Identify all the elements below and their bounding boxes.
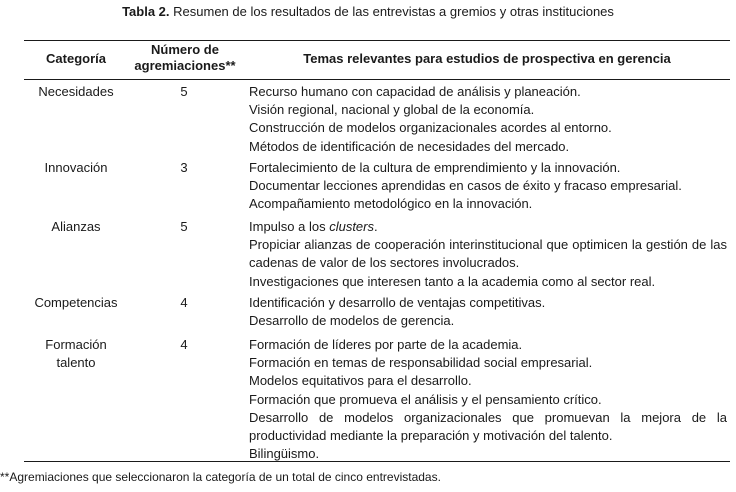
cell-categoria: Alianzas xyxy=(51,219,101,234)
cell-numero: 5 xyxy=(180,84,188,99)
cell-categoria: Formación talento xyxy=(45,337,107,371)
cell-temas xyxy=(249,159,727,214)
caption-text: Resumen de los resultados de las entrevistas a gremios y otras instituciones xyxy=(169,4,614,19)
table-header-rule xyxy=(24,79,730,80)
table-top-rule xyxy=(24,40,730,41)
tema-item: Construcción de modelos organizacionales acordes al entorno. xyxy=(249,120,612,136)
tema-item: Documentar lecciones aprendidas en casos de éxito y fracaso empresarial. xyxy=(249,178,682,194)
cell-temas xyxy=(249,294,727,330)
cell-categoria: Competencias xyxy=(34,295,118,310)
tema-suffix: . xyxy=(374,219,378,234)
cell-numero: 4 xyxy=(180,337,188,352)
tema-item: Modelos equitativos para el desarrollo. xyxy=(249,373,472,389)
tema-item: Métodos de identificación de necesidades del mercado. xyxy=(249,138,570,154)
tema-item: Recurso humano con capacidad de análisis y planeación. xyxy=(249,84,581,99)
tema-prefix: Impulso a los xyxy=(249,219,330,234)
tema-item: Fortalecimiento de la cultura de emprendimiento y la innovación. xyxy=(249,160,621,175)
cell-temas xyxy=(249,336,727,463)
table-footnote: **Agremiaciones que seleccionaron la categoría de un total de cinco entrevistadas. xyxy=(0,470,441,484)
cell-numero: 5 xyxy=(180,219,188,234)
tema-item: Propiciar alianzas de cooperación interinstitucional que optimicen la gestión de las cadenas de valor de los sectores involucrados. xyxy=(249,237,727,271)
table-bottom-rule xyxy=(24,461,730,462)
caption-label: Tabla 2. xyxy=(122,4,170,19)
tema-item: Desarrollo de modelos organizacionales que promuevan la mejora de la productividad mediante la preparación y motivación del talento. xyxy=(249,409,727,444)
header-numero-agremiaciones: Número de agremiaciones** xyxy=(134,42,236,73)
header-temas: Temas relevantes para estudios de prospectiva en gerencia xyxy=(303,51,671,66)
cell-numero: 4 xyxy=(180,295,188,310)
table-caption xyxy=(0,4,736,20)
tema-item: Formación que promueva el análisis y el pensamiento crítico. xyxy=(249,391,602,407)
tema-item: Bilingüismo. xyxy=(249,446,320,462)
cell-categoria: Necesidades xyxy=(38,84,114,99)
tema-item: Formación en temas de responsabilidad social empresarial. xyxy=(249,355,593,371)
cell-temas xyxy=(249,83,727,156)
tema-item xyxy=(249,218,727,236)
cell-numero: 3 xyxy=(180,160,188,175)
tema-item: Visión regional, nacional y global de la economía. xyxy=(249,102,535,118)
tema-item: Desarrollo de modelos de gerencia. xyxy=(249,313,455,329)
tema-item: Acompañamiento metodológico en la innovación. xyxy=(249,196,533,212)
header-categoria: Categoría xyxy=(46,51,106,66)
cell-categoria: Innovación xyxy=(44,160,108,175)
tema-item: Investigaciones que interesen tanto a la academia como al sector real. xyxy=(249,273,656,289)
tema-italic-term: clusters xyxy=(329,219,374,234)
cell-temas xyxy=(249,218,727,291)
tema-item: Identificación y desarrollo de ventajas competitivas. xyxy=(249,295,546,310)
tema-item: Formación de líderes por parte de la academia. xyxy=(249,337,523,352)
